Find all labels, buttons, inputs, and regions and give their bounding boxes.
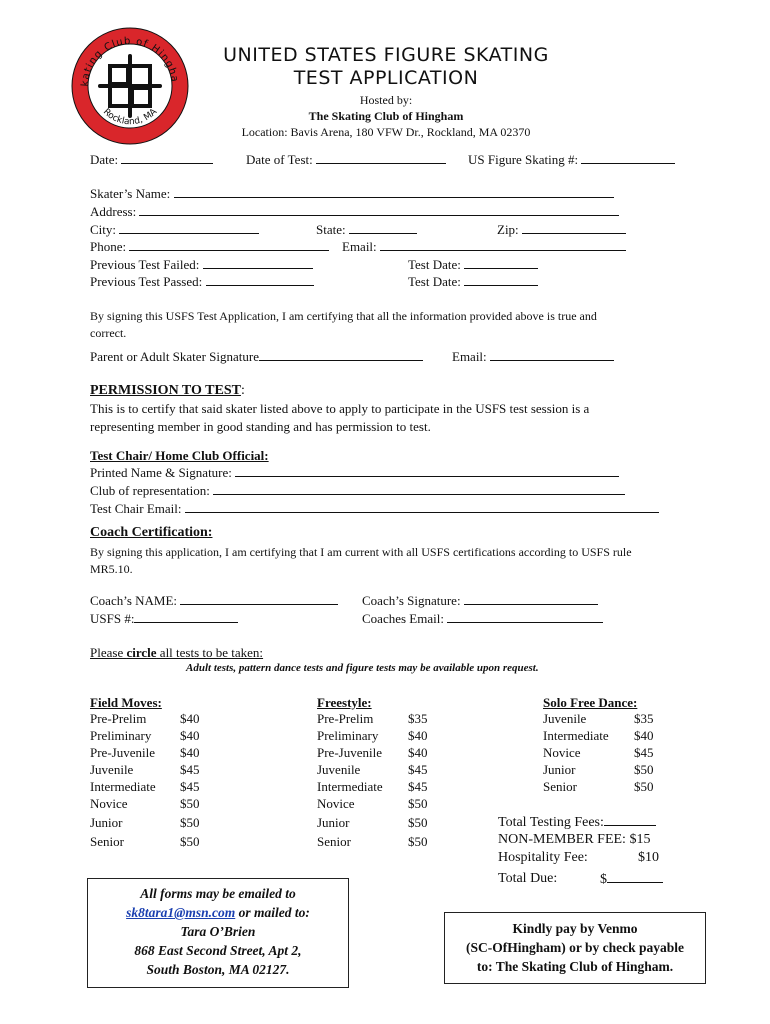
hospitality-fee-value: $10	[638, 850, 659, 865]
freestyle-item-price: $50	[408, 796, 428, 811]
permission-heading-colon: :	[240, 383, 245, 398]
prev-failed-label: Previous Test Failed:	[90, 257, 200, 272]
test-chair-heading: Test Chair/ Home Club Official:	[90, 448, 269, 463]
freestyle-item-name: Junior	[317, 815, 350, 830]
freestyle-item-price: $45	[408, 762, 428, 777]
certify-text-2: correct.	[90, 326, 127, 340]
field-move-item[interactable]	[90, 745, 220, 761]
freestyle-item-name: Pre-Juvenile	[317, 745, 382, 760]
field-move-item-name: Preliminary	[90, 728, 152, 743]
field-move-item[interactable]	[90, 762, 220, 778]
coach-heading: Coach Certification:	[90, 525, 213, 540]
solo-dance-item[interactable]	[543, 762, 674, 778]
prev-passed-label: Previous Test Passed:	[90, 274, 203, 289]
tests-intro	[90, 645, 263, 661]
freestyle-item[interactable]	[317, 815, 448, 831]
solo-dance-item[interactable]	[543, 779, 674, 795]
freestyle-item[interactable]	[317, 779, 448, 795]
skater-email-field[interactable]	[342, 239, 626, 255]
address-field[interactable]	[90, 204, 619, 220]
field-move-item-name: Intermediate	[90, 779, 156, 794]
tests-intro-please: Please	[90, 645, 127, 660]
freestyle-item[interactable]	[317, 796, 448, 812]
mail-line-1: All forms may be emailed to	[140, 886, 296, 901]
svg-text:Skating Club of Hingham: kating Club of Hingha	[79, 35, 180, 87]
freestyle-item-name: Novice	[317, 796, 355, 811]
parent-email-field[interactable]	[452, 349, 614, 365]
coach-signature-label: Coach’s Signature:	[362, 593, 461, 608]
hosted-by: Hosted by:	[359, 93, 413, 107]
field-move-item-price: $40	[180, 728, 200, 743]
test-chair-email-label: Test Chair Email:	[90, 501, 182, 516]
solo-dance-item-price: $35	[634, 711, 654, 726]
coach-name-label: Coach’s NAME:	[90, 593, 178, 608]
solo-dance-item[interactable]	[543, 745, 674, 761]
phone-field[interactable]	[90, 239, 329, 255]
pay-line-3: to: The Skating Club of Hingham.	[476, 959, 674, 974]
solo-dance-item-price: $40	[634, 728, 654, 743]
coach-email-field[interactable]	[362, 611, 603, 627]
solo-dance-heading: Solo Free Dance:	[543, 695, 638, 710]
freestyle-item-price: $40	[408, 728, 428, 743]
solo-dance-item-name: Senior	[543, 779, 577, 794]
certify-text-1: By signing this USFS Test Application, I am certifying that all the information provided above is true and	[90, 309, 597, 323]
field-moves-heading: Field Moves:	[90, 695, 162, 710]
freestyle-item-price: $50	[408, 815, 428, 830]
title-line-1: UNITED STATES FIGURE SKATING	[223, 44, 549, 66]
field-move-item-price: $50	[180, 815, 200, 830]
printed-name-label: Printed Name & Signature:	[90, 465, 232, 480]
skater-name-label: Skater’s Name:	[90, 186, 171, 201]
club-rep-label: Club of representation:	[90, 483, 210, 498]
coach-signature-field[interactable]	[362, 593, 598, 609]
date-of-test-label: Date of Test:	[246, 152, 313, 167]
city-field[interactable]	[90, 222, 259, 238]
prev-passed-field[interactable]	[90, 274, 314, 290]
pay-line-1: Kindly pay by Venmo	[512, 921, 638, 936]
club-logo	[70, 26, 190, 146]
field-move-item-name: Senior	[90, 834, 124, 849]
location: Location: Bavis Arena, 180 VFW Dr., Rockland, MA 02370	[241, 125, 531, 139]
freestyle-heading: Freestyle:	[317, 695, 372, 710]
solo-dance-item-price: $45	[634, 745, 654, 760]
date-of-test-field[interactable]	[246, 152, 446, 168]
coach-email-label: Coaches Email:	[362, 611, 444, 626]
mail-email-link[interactable]: sk8tara1@msn.com	[126, 905, 236, 920]
freestyle-item[interactable]	[317, 745, 448, 761]
zip-label: Zip:	[497, 222, 519, 237]
printed-name-field[interactable]	[90, 465, 619, 481]
freestyle-item-price: $45	[408, 779, 428, 794]
field-move-item[interactable]	[90, 711, 220, 727]
freestyle-item-name: Pre-Prelim	[317, 711, 374, 726]
host-club: The Skating Club of Hingham	[308, 109, 464, 123]
freestyle-item-name: Senior	[317, 834, 351, 849]
freestyle-item[interactable]	[317, 834, 448, 850]
field-move-item-name: Pre-Prelim	[90, 711, 147, 726]
test-date-1-label: Test Date:	[408, 257, 461, 272]
solo-dance-item-price: $50	[634, 762, 654, 777]
field-move-item-price: $50	[180, 834, 200, 849]
coach-text-1: By signing this application, I am certifying that I am current with all USFS certifications according to USFS rule	[90, 545, 632, 559]
solo-dance-item[interactable]	[543, 728, 674, 744]
permission-heading-text: PERMISSION TO TEST	[90, 383, 241, 398]
field-move-item-name: Juvenile	[90, 762, 134, 777]
usfs-number-label: US Figure Skating #:	[468, 152, 579, 167]
mail-instructions-box	[87, 878, 349, 988]
freestyle-item-price: $40	[408, 745, 428, 760]
total-due-field[interactable]	[600, 871, 663, 888]
total-due-label: Total Due:	[498, 871, 558, 886]
solo-dance-item-name: Intermediate	[543, 728, 609, 743]
total-due-currency: $	[600, 872, 607, 887]
freestyle-item[interactable]	[317, 762, 448, 778]
field-move-item[interactable]	[90, 728, 220, 744]
permission-text-2: representing member in good standing and has permission to test.	[90, 419, 431, 434]
field-move-item[interactable]	[90, 834, 220, 850]
tests-intro-rest: all tests to be taken:	[156, 645, 264, 660]
permission-heading	[90, 383, 245, 399]
tests-intro-circle: circle	[126, 645, 157, 660]
field-move-item[interactable]	[90, 796, 220, 812]
zip-field[interactable]	[497, 222, 626, 238]
freestyle-item-price: $35	[408, 711, 428, 726]
total-testing-fees-field[interactable]	[498, 814, 656, 831]
coach-text-2: MR5.10.	[90, 562, 133, 576]
mail-line-2	[88, 903, 348, 922]
state-label: State:	[316, 222, 346, 237]
freestyle-item-name: Juvenile	[317, 762, 361, 777]
field-move-item-name: Novice	[90, 796, 128, 811]
test-date-1-field[interactable]	[408, 257, 538, 273]
title-line-2: TEST APPLICATION	[293, 67, 479, 89]
solo-dance-item-name: Novice	[543, 745, 581, 760]
test-date-2-label: Test Date:	[408, 274, 461, 289]
state-field[interactable]	[316, 222, 417, 238]
parent-email-label: Email:	[452, 349, 487, 364]
field-move-item-price: $40	[180, 745, 200, 760]
mail-line-5: South Boston, MA 02127.	[146, 962, 290, 977]
total-testing-fees-label: Total Testing Fees:	[498, 815, 604, 830]
coach-usfs-label: USFS #:	[90, 611, 135, 626]
field-move-item-price: $40	[180, 711, 200, 726]
non-member-fee: NON-MEMBER FEE: $15	[498, 832, 651, 847]
coach-usfs-field[interactable]	[90, 611, 238, 627]
field-move-item-name: Junior	[90, 815, 123, 830]
solo-dance-item-name: Juvenile	[543, 711, 587, 726]
city-label: City:	[90, 222, 117, 237]
date-label: Date:	[90, 152, 119, 167]
field-move-item-price: $50	[180, 796, 200, 811]
field-move-item-name: Pre-Juvenile	[90, 745, 155, 760]
tests-note: Adult tests, pattern dance tests and figure tests may be available upon request.	[186, 662, 539, 674]
test-chair-email-field[interactable]	[90, 501, 659, 517]
field-move-item[interactable]	[90, 815, 220, 831]
pay-line-2: (SC-OfHingham) or by check payable	[465, 940, 684, 955]
skater-name-field[interactable]	[90, 186, 614, 202]
freestyle-item-name: Intermediate	[317, 779, 383, 794]
phone-label: Phone:	[90, 239, 127, 254]
skater-email-label: Email:	[342, 239, 377, 254]
address-label: Address:	[90, 204, 137, 219]
coach-name-field[interactable]	[90, 593, 338, 609]
test-date-2-field[interactable]	[408, 274, 538, 290]
permission-text-1: This is to certify that said skater listed above to apply to participate in the USFS test session is a	[90, 401, 590, 416]
solo-dance-item-price: $50	[634, 779, 654, 794]
freestyle-item[interactable]	[317, 711, 448, 727]
freestyle-item-price: $50	[408, 834, 428, 849]
usfs-number-field[interactable]	[468, 152, 675, 168]
freestyle-item[interactable]	[317, 728, 448, 744]
freestyle-item-name: Preliminary	[317, 728, 379, 743]
club-rep-field[interactable]	[90, 483, 625, 499]
mail-line-3: Tara O’Brien	[180, 924, 256, 939]
parent-signature-field[interactable]	[90, 349, 423, 365]
payment-instructions-box	[444, 912, 706, 984]
field-move-item-price: $45	[180, 762, 200, 777]
parent-signature-label: Parent or Adult Skater Signature	[90, 349, 259, 364]
mail-line-4: 868 East Second Street, Apt 2,	[134, 943, 302, 958]
field-move-item[interactable]	[90, 779, 220, 795]
date-field[interactable]	[90, 152, 213, 168]
svg-text:Rockland, MA: Rockland, MA	[100, 107, 160, 128]
solo-dance-item-name: Junior	[543, 762, 576, 777]
prev-failed-field[interactable]	[90, 257, 313, 273]
solo-dance-item[interactable]	[543, 711, 674, 727]
hospitality-fee-label: Hospitality Fee:	[498, 850, 588, 865]
mail-line-2-rest: or mailed to:	[235, 905, 310, 920]
field-move-item-price: $45	[180, 779, 200, 794]
